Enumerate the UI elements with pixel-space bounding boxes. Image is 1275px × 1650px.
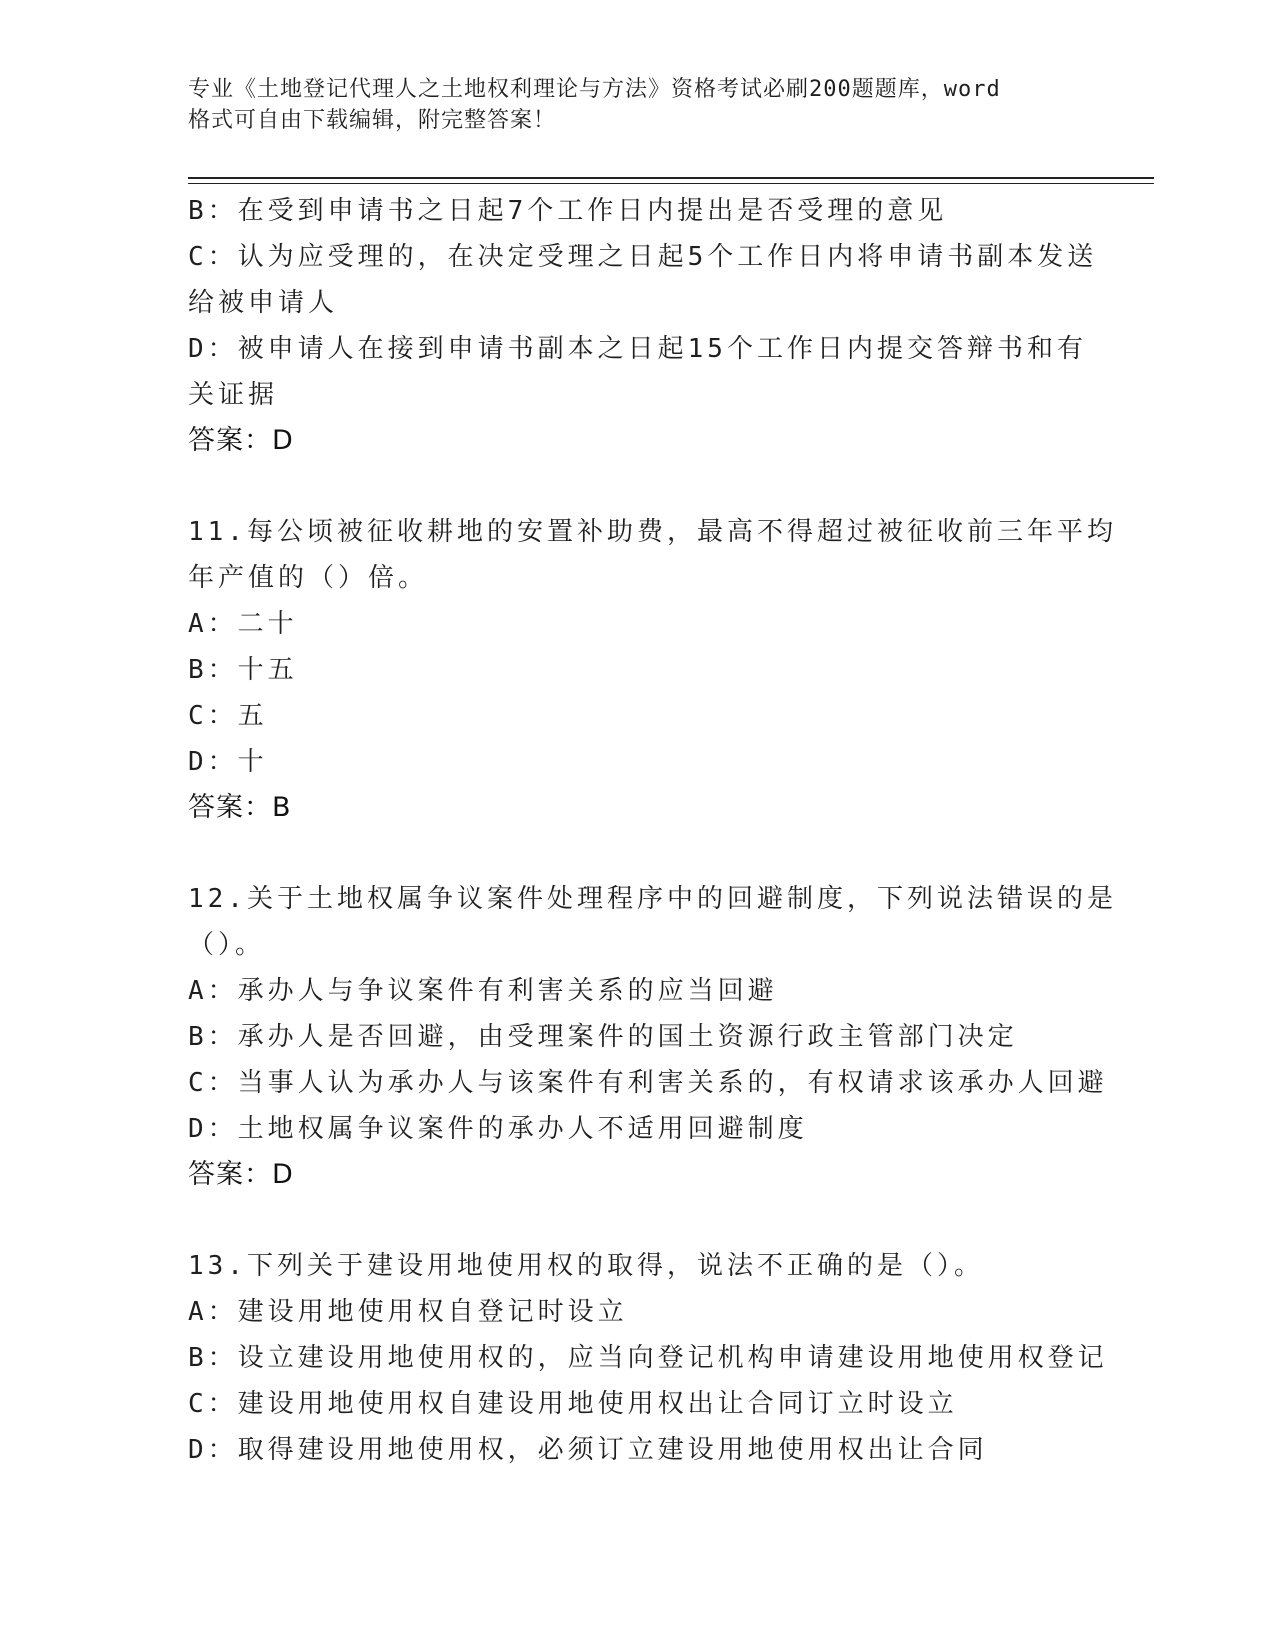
option-b: B：在受到申请书之日起7个工作日内提出是否受理的意见 bbox=[188, 196, 948, 226]
option-d: D：十 bbox=[188, 747, 268, 777]
question-stem-line-2: 年产值的（）倍。 bbox=[188, 563, 429, 593]
document-header bbox=[188, 74, 1068, 136]
option-d: D：土地权属争议案件的承办人不适用回避制度 bbox=[188, 1114, 808, 1144]
option-b: B：十五 bbox=[188, 655, 298, 685]
option-d-line-1: D：被申请人在接到申请书副本之日起15个工作日内提交答辩书和有 bbox=[188, 334, 1087, 364]
question-stem-line-1: 13.下列关于建设用地使用权的取得，说法不正确的是（）。 bbox=[188, 1251, 984, 1281]
question-10-tail bbox=[188, 188, 1098, 464]
option-d-line-2: 关证据 bbox=[188, 380, 279, 410]
question-content bbox=[188, 188, 1117, 1473]
option-c-line-1: C：认为应受理的，在决定受理之日起5个工作日内将申请书副本发送 bbox=[188, 242, 1098, 272]
question-13 bbox=[188, 1243, 1108, 1473]
header-line-1: 专业《土地登记代理人之土地权利理论与方法》资格考试必刷200题题库，word bbox=[188, 77, 1001, 102]
header-divider-thick bbox=[188, 177, 1154, 179]
option-a: A：承办人与争议案件有利害关系的应当回避 bbox=[188, 976, 778, 1006]
option-c: C：五 bbox=[188, 701, 268, 731]
question-stem-line-1: 11.每公顷被征收耕地的安置补助费，最高不得超过被征收前三年平均 bbox=[188, 517, 1117, 547]
option-b: B：承办人是否回避，由受理案件的国土资源行政主管部门决定 bbox=[188, 1022, 1018, 1052]
question-stem-line-2: （）。 bbox=[188, 930, 266, 960]
answer: 答案：B bbox=[188, 792, 292, 823]
option-c: C：当事人认为承办人与该案件有利害关系的，有权请求该承办人回避 bbox=[188, 1068, 1108, 1098]
option-a: A：建设用地使用权自登记时设立 bbox=[188, 1297, 628, 1327]
option-b: B：设立建设用地使用权的，应当向登记机构申请建设用地使用权登记 bbox=[188, 1343, 1108, 1373]
question-stem-line-1: 12.关于土地权属争议案件处理程序中的回避制度，下列说法错误的是 bbox=[188, 884, 1117, 914]
answer: 答案：D bbox=[188, 425, 294, 456]
header-divider-thin bbox=[188, 183, 1154, 184]
option-a: A：二十 bbox=[188, 609, 298, 639]
header-line-2: 格式可自由下载编辑，附完整答案！ bbox=[188, 108, 557, 133]
option-c-line-2: 给被申请人 bbox=[188, 288, 339, 318]
answer: 答案：D bbox=[188, 1159, 294, 1190]
option-c: C：建设用地使用权自建设用地使用权出让合同订立时设立 bbox=[188, 1389, 958, 1419]
question-11 bbox=[188, 509, 1117, 831]
option-d: D：取得建设用地使用权，必须订立建设用地使用权出让合同 bbox=[188, 1435, 988, 1465]
question-12 bbox=[188, 876, 1117, 1198]
